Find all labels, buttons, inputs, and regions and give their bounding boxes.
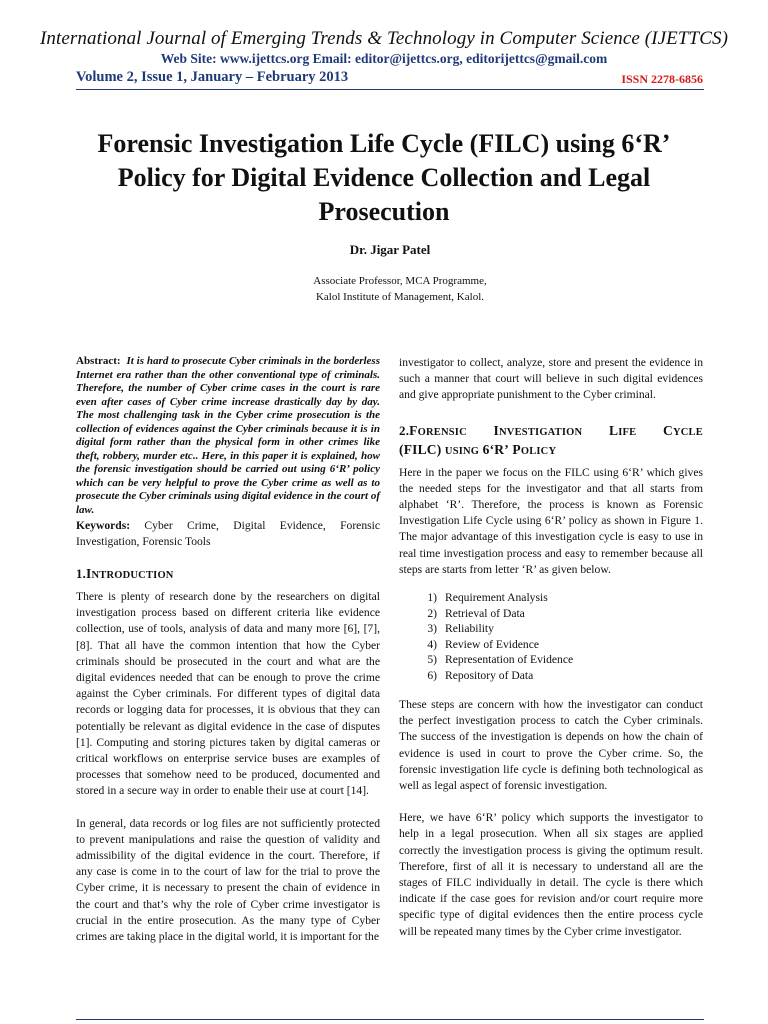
filc-step-item (399, 621, 703, 637)
step-number: 6) (427, 668, 437, 682)
abstract (76, 355, 380, 517)
filc-step-item (399, 606, 703, 622)
step-label: Retrieval of Data (445, 606, 525, 620)
left-column (76, 355, 380, 945)
abstract-text: It is hard to prosecute Cyber criminals in the borderless Internet era rather than the other conventional type of criminals. Therefore, the number of Cyber crime cases in the court is rare even after cases of Cyber crime increase drastically day by day. The most challenging task in the Cyber crime prosecution is the collection of evidences against the Cyber criminals because it is in digital form rather than the physical form in other crimes like theft, robbery, murder etc.. Here, in this paper it is explained, how the forensic investigation should be carried out using 6‘R’ policy which can be very helpful to prove the Cyber crime as well as to prosecute the Cyber criminals using digital evidence in the court of law. (76, 355, 380, 516)
journal-contact: Web Site: www.ijettcs.org Email: editor@ijettcs.org, editorijettcs@gmail.com (160, 51, 608, 66)
step-label: Reliability (445, 622, 494, 636)
intro-paragraph-1: There is plenty of research done by the researchers on digital investigation process based on different criteria like evidence collection, use of tools, analysis of data and many more [6], [7], [8]. That all have the common intention that how the Cyber criminals should be prosecuted in the court and what are the digital evidences needed that can be enough to prove the crime against the Cyber criminals. For different types of digital data records or logging data for processes, it is obvious that they can potentially be relevant as digital evidence in the case of disputes [1]. Computing and storing pictures taken by digital cameras or critical workflows on enterprise service buses are examples of processes that somehow need to be produced, documented and stored in a secure way in order to enable their use at court [14]. (76, 590, 380, 798)
keywords-text: Cyber Crime, Digital Evidence, Forensic Investigation, Forensic Tools (76, 519, 380, 548)
author-affiliation (0, 274, 768, 305)
step-label: Representation of Evidence (445, 653, 574, 667)
footer-rule (76, 1019, 704, 1020)
section-heading-introduction: 1.INTRODUCTION (76, 566, 174, 581)
journal-name: International Journal of Emerging Trends & Technology in Computer Science (IJETTCS) (39, 28, 728, 49)
filc-step-item (399, 652, 703, 668)
affiliation-line-1: Associate Professor, MCA Programme, (313, 275, 487, 287)
filc-paragraph-2: These steps are concern with how the investigator can conduct the perfect investigation process to catch the Cyber criminals. The success of the investigation is depends on how the chain of evidence is used in court to prove the Cyber crime. So, the forensic investigation life cycle is defining both technological as well as legal aspect of forensic investigation. (399, 698, 703, 793)
right-column (399, 355, 703, 940)
step-number: 3) (427, 622, 437, 636)
step-label: Requirement Analysis (445, 591, 548, 605)
keywords (76, 518, 380, 549)
filc-step-item (399, 590, 703, 606)
paper-title: Forensic Investigation Life Cycle (FILC) using 6‘R’ Policy for Digital Evidence Collection and Legal Prosecution (97, 129, 671, 226)
filc-paragraph-3: Here, we have 6‘R’ policy which supports the investigator to help in a legal prosecution. When all six stages are applied correctly the investigation process is giving the optimum result. Therefore, first of all it is necessary to understand all are the stages of FILC individually in detail. The cycle is there which indicate if the case goes for revision and/or court require more specific type of digital evidences then the entire process cycle will be repeated many times by the Cyber crime investigator. (399, 811, 703, 938)
issn: ISSN 2278-6856 (621, 72, 703, 86)
volume-issue: Volume 2, Issue 1, January – February 2013 (76, 69, 349, 85)
filc-step-item (399, 668, 703, 684)
filc-paragraph-1: Here in the paper we focus on the FILC using 6‘R’ which gives the needed steps for the investigator and that all starts from alphabet ‘R’. Therefore, the process is known as Forensic Investigation Life Cycle using 6‘R’ policy as shown in Figure 1. The major advantage of this investigation cycle is easy to use in real time investigation process and easy to remember because all steps are starts from letter ‘R’ as given below. (399, 465, 703, 576)
author-name: Dr. Jigar Patel (349, 242, 431, 257)
step-number: 1) (427, 591, 437, 605)
step-label: Review of Evidence (445, 637, 540, 651)
step-label: Repository of Data (445, 668, 534, 682)
step-number: 4) (427, 637, 437, 651)
affiliation-line-2: Kalol Institute of Management, Kalol. (315, 290, 484, 303)
intro-paragraph-2-continued: investigator to collect, analyze, store and present the evidence in such a manner that court will believe in such digital evidences and give appropriate punishment to the Cyber criminal. (399, 356, 703, 402)
abstract-label: Abstract: (76, 355, 121, 367)
filc-steps-list (399, 590, 703, 683)
section-heading-filc: 2.FORENSIC INVESTIGATION LIFE CYCLE (FILC) USING 6‘R’ POLICY (399, 422, 703, 457)
keywords-label: Keywords: (76, 519, 131, 532)
step-number: 2) (427, 606, 437, 620)
header-rule (76, 89, 704, 90)
intro-paragraph-2: In general, data records or log files are not sufficiently protected to prevent manipulations and raise the question of validity and admissibility of the digital evidence in the court. Therefore, if any case is come in to the court of law for the trial to prove the Cyber crime, it is necessary to present the chain of evidence in the court and that’s why the role of Cyber crime investigator is crucial in the entire prosecution. As the many type of Cyber crimes are taking place in the digital world, it is important for the (76, 816, 380, 944)
step-number: 5) (427, 653, 437, 667)
filc-step-item (399, 637, 703, 653)
